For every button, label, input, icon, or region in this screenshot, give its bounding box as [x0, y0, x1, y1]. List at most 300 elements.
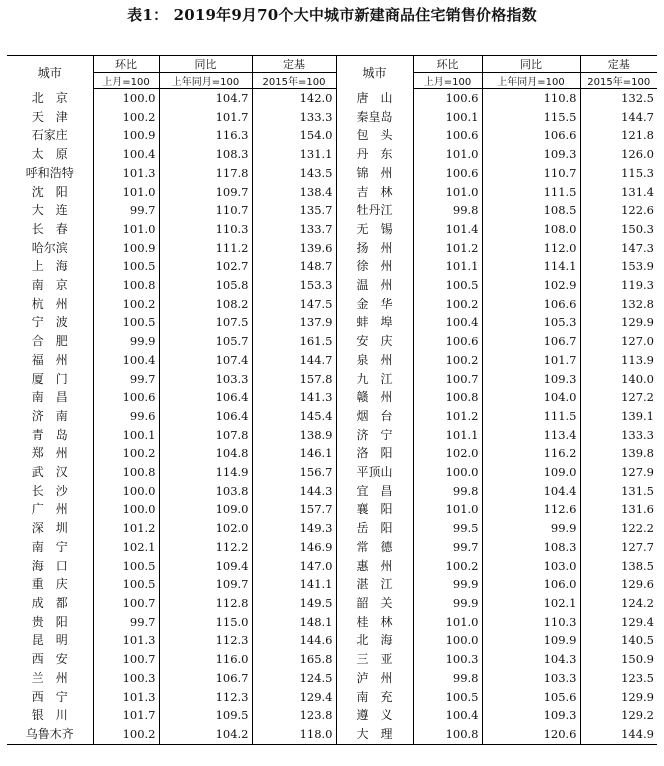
mom-value-cell: 100.9	[93, 126, 159, 145]
city-column-header-left: 城市	[7, 56, 93, 89]
fixed-value-cell: 150.9	[580, 650, 657, 669]
fixed-value-cell: 131.4	[580, 183, 657, 202]
fixed-header-left: 定基	[252, 56, 336, 73]
mom-value-cell: 99.7	[413, 538, 482, 557]
city-cell: 温 州	[336, 276, 413, 295]
city-cell: 太 原	[31, 147, 68, 162]
fixed-value-cell: 133.7	[252, 220, 336, 239]
mom-value-cell: 100.1	[93, 426, 159, 445]
mom-value-cell: 100.7	[413, 370, 482, 389]
mom-value-cell: 100.0	[93, 89, 159, 108]
fixed-value-cell: 142.0	[252, 89, 336, 108]
fixed-value-cell: 126.0	[580, 145, 657, 164]
fixed-value-cell: 140.5	[580, 631, 657, 650]
city-cell: 九 江	[336, 370, 413, 389]
fixed-header-right: 定基	[580, 56, 657, 73]
mom-base-left: 上月=100	[93, 73, 159, 89]
yoy-value-cell: 101.7	[482, 351, 580, 370]
yoy-value-cell: 103.0	[482, 557, 580, 576]
fixed-value-cell: 123.8	[252, 706, 336, 725]
fixed-value-cell: 121.8	[580, 126, 657, 145]
yoy-value-cell: 104.8	[159, 444, 252, 463]
table-row	[7, 575, 657, 594]
fixed-value-cell: 140.0	[580, 370, 657, 389]
city-cell: 合 肥	[31, 334, 68, 349]
table-row	[7, 650, 657, 669]
mom-value-cell: 100.3	[413, 650, 482, 669]
city-cell: 南 充	[336, 688, 413, 707]
mom-value-cell: 99.9	[413, 594, 482, 613]
yoy-value-cell: 109.3	[482, 370, 580, 389]
yoy-value-cell: 114.1	[482, 257, 580, 276]
table-row	[7, 463, 657, 482]
fixed-value-cell: 135.7	[252, 201, 336, 220]
table-row	[7, 89, 657, 108]
city-cell: 上 海	[31, 259, 68, 274]
yoy-value-cell: 104.3	[482, 650, 580, 669]
city-cell: 扬 州	[336, 239, 413, 258]
mom-value-cell: 101.0	[93, 183, 159, 202]
fixed-value-cell: 150.3	[580, 220, 657, 239]
table-title: 表1： 2019年9月70个大中城市新建商品住宅销售价格指数	[127, 6, 537, 24]
table-row	[7, 594, 657, 613]
mom-value-cell: 99.9	[413, 575, 482, 594]
yoy-value-cell: 109.3	[482, 706, 580, 725]
city-cell: 平顶山	[336, 463, 413, 482]
yoy-value-cell: 112.0	[482, 239, 580, 258]
mom-value-cell: 100.9	[93, 239, 159, 258]
fixed-value-cell: 139.1	[580, 407, 657, 426]
yoy-value-cell: 108.0	[482, 220, 580, 239]
table-row	[7, 295, 657, 314]
mom-value-cell: 100.2	[413, 351, 482, 370]
table-row	[7, 688, 657, 707]
mom-value-cell: 100.6	[413, 89, 482, 108]
mom-value-cell: 100.8	[413, 388, 482, 407]
table-row	[7, 706, 657, 725]
mom-value-cell: 100.2	[93, 108, 159, 127]
fixed-value-cell: 157.7	[252, 500, 336, 519]
fixed-value-cell: 139.8	[580, 444, 657, 463]
mom-value-cell: 100.2	[93, 725, 159, 744]
mom-value-cell: 100.4	[93, 145, 159, 164]
mom-value-cell: 100.2	[413, 295, 482, 314]
yoy-value-cell: 110.3	[159, 220, 252, 239]
yoy-value-cell: 114.9	[159, 463, 252, 482]
mom-value-cell: 101.3	[93, 631, 159, 650]
fixed-value-cell: 131.1	[252, 145, 336, 164]
fixed-value-cell: 154.0	[252, 126, 336, 145]
yoy-base-right: 上年同月=100	[482, 73, 580, 89]
mom-value-cell: 101.4	[413, 220, 482, 239]
city-cell: 重 庆	[31, 577, 68, 592]
table-row	[7, 388, 657, 407]
yoy-value-cell: 104.4	[482, 482, 580, 501]
yoy-value-cell: 109.4	[159, 557, 252, 576]
city-cell: 桂 林	[336, 613, 413, 632]
yoy-value-cell: 106.7	[482, 332, 580, 351]
city-cell: 西 宁	[31, 689, 68, 704]
mom-value-cell: 100.1	[413, 108, 482, 127]
fixed-value-cell: 138.4	[252, 183, 336, 202]
fixed-value-cell: 149.5	[252, 594, 336, 613]
city-cell: 长 春	[31, 221, 68, 236]
yoy-value-cell: 109.0	[482, 463, 580, 482]
yoy-value-cell: 105.3	[482, 313, 580, 332]
city-cell: 徐 州	[336, 257, 413, 276]
city-cell: 济 宁	[336, 426, 413, 445]
yoy-value-cell: 107.5	[159, 313, 252, 332]
fixed-value-cell: 113.9	[580, 351, 657, 370]
mom-value-cell: 100.5	[93, 257, 159, 276]
mom-value-cell: 101.0	[413, 183, 482, 202]
fixed-value-cell: 149.3	[252, 519, 336, 538]
mom-value-cell: 102.1	[93, 538, 159, 557]
city-cell: 广 州	[31, 502, 68, 517]
city-cell: 银 川	[31, 708, 68, 723]
yoy-value-cell: 116.0	[159, 650, 252, 669]
yoy-value-cell: 105.7	[159, 332, 252, 351]
yoy-value-cell: 120.6	[482, 725, 580, 744]
mom-value-cell: 100.2	[93, 295, 159, 314]
fixed-value-cell: 144.7	[252, 351, 336, 370]
mom-value-cell: 100.0	[93, 500, 159, 519]
city-cell: 惠 州	[336, 557, 413, 576]
yoy-value-cell: 111.5	[482, 183, 580, 202]
fixed-value-cell: 153.3	[252, 276, 336, 295]
mom-value-cell: 101.0	[413, 145, 482, 164]
table-row	[7, 220, 657, 239]
city-cell: 石家庄	[31, 128, 68, 143]
table-row	[7, 257, 657, 276]
city-cell: 贵 阳	[31, 614, 68, 629]
fixed-value-cell: 139.6	[252, 239, 336, 258]
city-cell: 岳 阳	[336, 519, 413, 538]
yoy-value-cell: 107.4	[159, 351, 252, 370]
yoy-value-cell: 115.0	[159, 613, 252, 632]
city-cell: 大 连	[31, 203, 68, 218]
yoy-value-cell: 108.5	[482, 201, 580, 220]
city-cell: 唐 山	[336, 89, 413, 108]
mom-value-cell: 101.2	[93, 519, 159, 538]
yoy-value-cell: 102.0	[159, 519, 252, 538]
price-index-table	[7, 55, 657, 745]
city-cell: 赣 州	[336, 388, 413, 407]
yoy-value-cell: 102.7	[159, 257, 252, 276]
city-cell: 南 昌	[31, 390, 68, 405]
city-cell: 金 华	[336, 295, 413, 314]
fixed-value-cell: 132.5	[580, 89, 657, 108]
yoy-value-cell: 106.4	[159, 407, 252, 426]
fixed-value-cell: 143.5	[252, 164, 336, 183]
city-cell: 杭 州	[31, 296, 68, 311]
table-row	[7, 557, 657, 576]
table-row	[7, 201, 657, 220]
fixed-value-cell: 144.6	[252, 631, 336, 650]
city-cell: 济 南	[31, 408, 68, 423]
city-cell: 福 州	[31, 352, 68, 367]
city-cell: 天 津	[31, 109, 68, 124]
yoy-header-right: 同比	[482, 56, 580, 73]
yoy-value-cell: 112.3	[159, 631, 252, 650]
yoy-value-cell: 108.3	[159, 145, 252, 164]
fixed-value-cell: 127.9	[580, 463, 657, 482]
yoy-value-cell: 110.7	[159, 201, 252, 220]
city-cell: 南 京	[31, 278, 68, 293]
mom-value-cell: 101.3	[93, 164, 159, 183]
city-cell: 牡丹江	[336, 201, 413, 220]
yoy-value-cell: 102.9	[482, 276, 580, 295]
mom-value-cell: 100.7	[93, 594, 159, 613]
mom-value-cell: 99.7	[93, 613, 159, 632]
fixed-value-cell: 127.2	[580, 388, 657, 407]
fixed-value-cell: 123.5	[580, 669, 657, 688]
fixed-value-cell: 131.6	[580, 500, 657, 519]
yoy-value-cell: 109.7	[159, 575, 252, 594]
table-row	[7, 482, 657, 501]
yoy-value-cell: 112.6	[482, 500, 580, 519]
mom-value-cell: 100.8	[93, 276, 159, 295]
yoy-value-cell: 109.9	[482, 631, 580, 650]
city-cell: 襄 阳	[336, 500, 413, 519]
yoy-value-cell: 106.7	[159, 669, 252, 688]
fixed-value-cell: 146.9	[252, 538, 336, 557]
city-cell: 宜 昌	[336, 482, 413, 501]
city-cell: 秦皇岛	[336, 108, 413, 127]
mom-header-left: 环比	[93, 56, 159, 73]
mom-value-cell: 100.4	[93, 351, 159, 370]
mom-value-cell: 100.4	[413, 706, 482, 725]
yoy-value-cell: 103.8	[159, 482, 252, 501]
city-cell: 大 理	[336, 725, 413, 744]
fixed-value-cell: 138.9	[252, 426, 336, 445]
fixed-value-cell: 127.7	[580, 538, 657, 557]
fixed-value-cell: 129.6	[580, 575, 657, 594]
city-cell: 郑 州	[31, 446, 68, 461]
table-row	[7, 145, 657, 164]
fixed-value-cell: 161.5	[252, 332, 336, 351]
mom-value-cell: 101.7	[93, 706, 159, 725]
table-row	[7, 538, 657, 557]
mom-value-cell: 100.8	[93, 463, 159, 482]
city-cell: 北 海	[336, 631, 413, 650]
fixed-value-cell: 144.9	[580, 725, 657, 744]
yoy-value-cell: 109.7	[159, 183, 252, 202]
fixed-value-cell: 148.1	[252, 613, 336, 632]
mom-value-cell: 99.7	[93, 201, 159, 220]
table-row	[7, 669, 657, 688]
yoy-value-cell: 103.3	[159, 370, 252, 389]
city-cell: 韶 关	[336, 594, 413, 613]
mom-value-cell: 99.6	[93, 407, 159, 426]
yoy-value-cell: 117.8	[159, 164, 252, 183]
city-cell: 乌鲁木齐	[7, 725, 93, 744]
mom-value-cell: 101.1	[413, 426, 482, 445]
city-cell: 海 口	[31, 558, 68, 573]
yoy-value-cell: 99.9	[482, 519, 580, 538]
yoy-value-cell: 115.5	[482, 108, 580, 127]
table-row	[7, 239, 657, 258]
fixed-value-cell: 132.8	[580, 295, 657, 314]
fixed-value-cell: 129.4	[580, 613, 657, 632]
yoy-base-left: 上年同月=100	[159, 73, 252, 89]
table-row	[7, 351, 657, 370]
yoy-value-cell: 108.3	[482, 538, 580, 557]
yoy-value-cell: 111.5	[482, 407, 580, 426]
yoy-value-cell: 112.2	[159, 538, 252, 557]
fixed-value-cell: 124.2	[580, 594, 657, 613]
fixed-value-cell: 141.1	[252, 575, 336, 594]
mom-value-cell: 99.8	[413, 201, 482, 220]
fixed-value-cell: 137.9	[252, 313, 336, 332]
city-cell: 湛 江	[336, 575, 413, 594]
yoy-value-cell: 110.7	[482, 164, 580, 183]
fixed-value-cell: 138.5	[580, 557, 657, 576]
fixed-base-left: 2015年=100	[252, 73, 336, 89]
mom-value-cell: 100.0	[413, 463, 482, 482]
city-cell: 泸 州	[336, 669, 413, 688]
fixed-value-cell: 133.3	[580, 426, 657, 445]
city-cell: 泉 州	[336, 351, 413, 370]
yoy-value-cell: 110.3	[482, 613, 580, 632]
fixed-base-right: 2015年=100	[580, 73, 657, 89]
city-cell: 厦 门	[31, 371, 68, 386]
yoy-value-cell: 116.2	[482, 444, 580, 463]
mom-value-cell: 100.0	[93, 482, 159, 501]
fixed-value-cell: 156.7	[252, 463, 336, 482]
city-cell: 呼和浩特	[25, 165, 74, 180]
yoy-value-cell: 105.8	[159, 276, 252, 295]
table-row	[7, 631, 657, 650]
city-cell: 沈 阳	[31, 184, 68, 199]
yoy-value-cell: 106.6	[482, 295, 580, 314]
city-cell: 宁 波	[31, 315, 68, 330]
mom-value-cell: 100.6	[413, 164, 482, 183]
fixed-value-cell: 131.5	[580, 482, 657, 501]
yoy-value-cell: 106.6	[482, 126, 580, 145]
yoy-value-cell: 107.8	[159, 426, 252, 445]
city-cell: 包 头	[336, 126, 413, 145]
fixed-value-cell: 118.0	[252, 725, 336, 744]
table-row	[7, 725, 657, 744]
fixed-value-cell: 129.9	[580, 313, 657, 332]
mom-value-cell: 99.8	[413, 669, 482, 688]
yoy-value-cell: 108.2	[159, 295, 252, 314]
mom-value-cell: 99.5	[413, 519, 482, 538]
fixed-value-cell: 129.9	[580, 688, 657, 707]
mom-value-cell: 101.1	[413, 257, 482, 276]
mom-value-cell: 100.2	[413, 557, 482, 576]
city-cell: 丹 东	[336, 145, 413, 164]
mom-value-cell: 100.5	[93, 557, 159, 576]
yoy-value-cell: 104.7	[159, 89, 252, 108]
mom-value-cell: 100.3	[93, 669, 159, 688]
table-row	[7, 519, 657, 538]
table-row	[7, 126, 657, 145]
fixed-value-cell: 133.3	[252, 108, 336, 127]
yoy-value-cell: 109.3	[482, 145, 580, 164]
yoy-value-cell: 101.7	[159, 108, 252, 127]
mom-value-cell: 101.0	[413, 613, 482, 632]
yoy-value-cell: 103.3	[482, 669, 580, 688]
yoy-value-cell: 110.8	[482, 89, 580, 108]
city-cell: 西 安	[31, 652, 68, 667]
yoy-value-cell: 102.1	[482, 594, 580, 613]
table-row	[7, 183, 657, 202]
mom-value-cell: 102.0	[413, 444, 482, 463]
table-row	[7, 332, 657, 351]
mom-value-cell: 101.0	[413, 500, 482, 519]
fixed-value-cell: 147.3	[580, 239, 657, 258]
yoy-value-cell: 111.2	[159, 239, 252, 258]
table-body	[7, 89, 657, 745]
mom-value-cell: 101.2	[413, 407, 482, 426]
fixed-value-cell: 144.3	[252, 482, 336, 501]
city-cell: 武 汉	[31, 465, 68, 480]
table-row	[7, 108, 657, 127]
city-cell: 吉 林	[336, 183, 413, 202]
yoy-value-cell: 106.4	[159, 388, 252, 407]
table-row	[7, 370, 657, 389]
fixed-value-cell: 146.1	[252, 444, 336, 463]
city-cell: 长 沙	[31, 483, 68, 498]
city-cell: 三 亚	[336, 650, 413, 669]
fixed-value-cell: 122.2	[580, 519, 657, 538]
fixed-value-cell: 153.9	[580, 257, 657, 276]
fixed-value-cell: 119.3	[580, 276, 657, 295]
yoy-header-left: 同比	[159, 56, 252, 73]
mom-value-cell: 100.7	[93, 650, 159, 669]
fixed-value-cell: 157.8	[252, 370, 336, 389]
fixed-value-cell: 127.0	[580, 332, 657, 351]
table-row	[7, 613, 657, 632]
mom-value-cell: 100.0	[413, 631, 482, 650]
table-row	[7, 313, 657, 332]
city-cell: 无 锡	[336, 220, 413, 239]
mom-value-cell: 100.5	[93, 575, 159, 594]
yoy-value-cell: 104.2	[159, 725, 252, 744]
fixed-value-cell: 129.4	[252, 688, 336, 707]
city-cell: 成 都	[31, 595, 68, 610]
mom-value-cell: 101.3	[93, 688, 159, 707]
mom-base-right: 上月=100	[413, 73, 482, 89]
mom-value-cell: 100.6	[93, 388, 159, 407]
yoy-value-cell: 113.4	[482, 426, 580, 445]
city-cell: 锦 州	[336, 164, 413, 183]
mom-value-cell: 100.6	[413, 126, 482, 145]
yoy-value-cell: 112.8	[159, 594, 252, 613]
yoy-value-cell: 105.6	[482, 688, 580, 707]
mom-value-cell: 100.8	[413, 725, 482, 744]
city-cell: 蚌 埠	[336, 313, 413, 332]
mom-value-cell: 99.9	[93, 332, 159, 351]
fixed-value-cell: 147.5	[252, 295, 336, 314]
yoy-value-cell: 109.5	[159, 706, 252, 725]
fixed-value-cell: 144.7	[580, 108, 657, 127]
mom-value-cell: 100.2	[93, 444, 159, 463]
fixed-value-cell: 129.2	[580, 706, 657, 725]
mom-value-cell: 100.6	[413, 332, 482, 351]
yoy-value-cell: 109.0	[159, 500, 252, 519]
table-row	[7, 444, 657, 463]
yoy-value-cell: 104.0	[482, 388, 580, 407]
fixed-value-cell: 115.3	[580, 164, 657, 183]
fixed-value-cell: 145.4	[252, 407, 336, 426]
mom-value-cell: 99.7	[93, 370, 159, 389]
city-cell: 深 圳	[31, 521, 68, 536]
mom-value-cell: 100.4	[413, 313, 482, 332]
city-cell: 昆 明	[31, 633, 68, 648]
